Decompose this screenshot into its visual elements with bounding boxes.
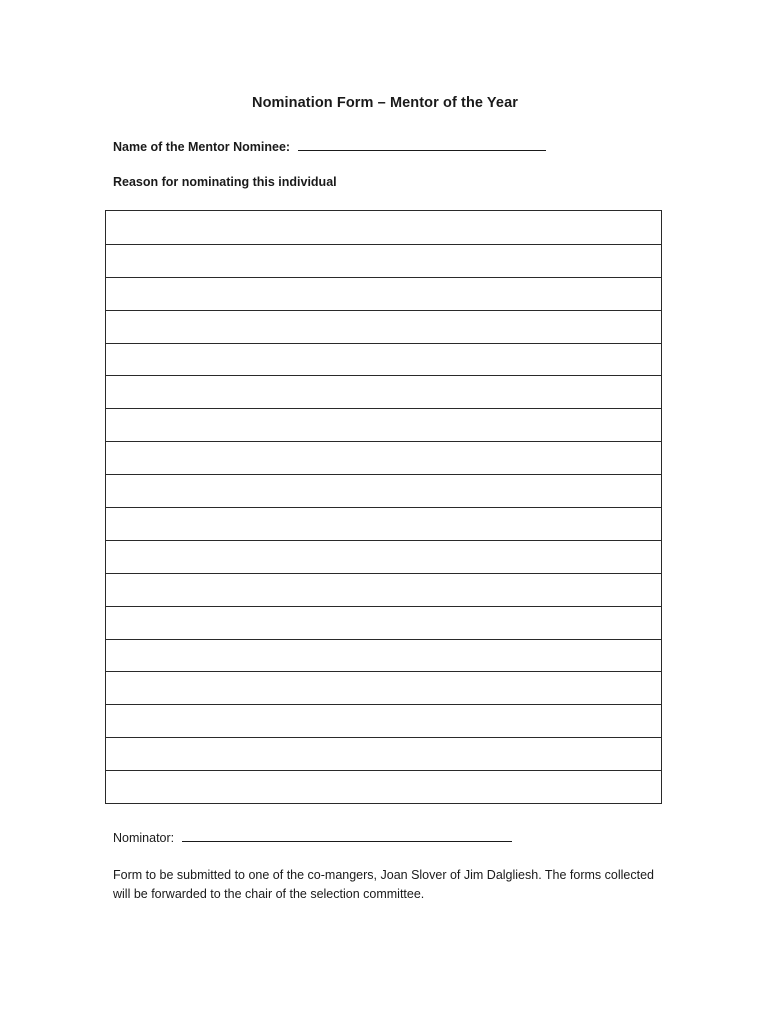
reason-ruled-line (106, 244, 661, 245)
nominator-input-line[interactable] (182, 828, 512, 842)
reason-ruled-line (106, 375, 661, 376)
reason-ruled-line (106, 704, 661, 705)
reason-ruled-line (106, 408, 661, 409)
nominee-input-line[interactable] (298, 137, 546, 151)
reason-ruled-line (106, 277, 661, 278)
reason-ruled-line (106, 573, 661, 574)
reason-ruled-line (106, 606, 661, 607)
reason-ruled-line (106, 671, 661, 672)
reason-ruled-line (106, 639, 661, 640)
reason-ruled-line (106, 540, 661, 541)
reason-ruled-line (106, 770, 661, 771)
nominator-label: Nominator: (113, 831, 175, 845)
reason-ruled-line (106, 310, 661, 311)
page-title: Nomination Form – Mentor of the Year (252, 95, 518, 111)
submission-instructions: Form to be submitted to one of the co-mangers, Joan Slover of Jim Dalgliesh. The forms collected will be forwarded to the chair of the selection committee. (113, 868, 654, 901)
reason-ruled-line (106, 441, 661, 442)
nominee-label: Name of the Mentor Nominee: (113, 140, 291, 154)
nominee-field (113, 137, 546, 154)
nominator-field (113, 828, 512, 845)
reason-ruled-line (106, 737, 661, 738)
reason-label: Reason for nominating this individual (113, 175, 337, 189)
reason-ruled-line (106, 507, 661, 508)
reason-ruled-line (106, 474, 661, 475)
reason-text-box[interactable] (105, 210, 662, 804)
reason-ruled-line (106, 343, 661, 344)
